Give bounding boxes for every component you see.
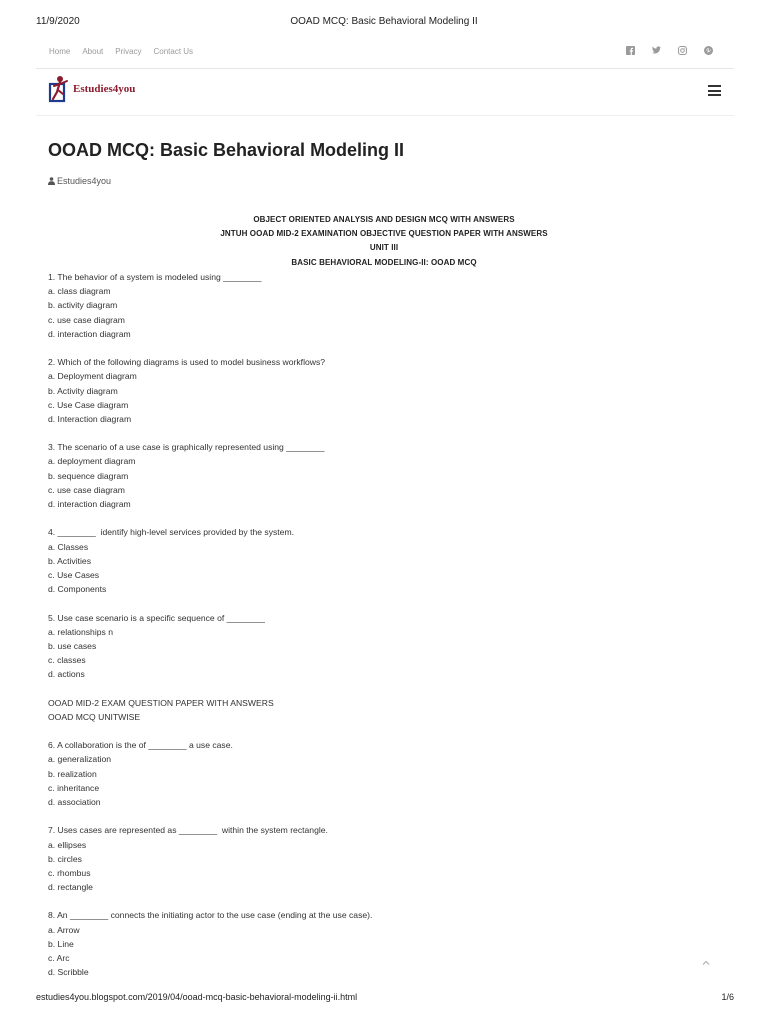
nav-home-link[interactable]: Home: [49, 47, 71, 56]
spacer: [48, 511, 728, 525]
print-date: 11/9/2020: [36, 16, 80, 27]
question-text: 5. Use case scenario is a specific sequence of ________: [48, 612, 265, 623]
article-headings: [0, 213, 768, 270]
question-text: 4. ________ identify high-level services provided by the system.: [48, 527, 295, 538]
heading-line: JNTUH OOAD MID-2 EXAMINATION OBJECTIVE QUESTION PAPER WITH ANSWERS: [220, 229, 548, 239]
logo-icon: [48, 75, 70, 103]
answer-option: a. Classes: [48, 541, 89, 552]
answer-option: c. use case diagram: [48, 484, 125, 495]
nav-privacy-link[interactable]: Privacy: [115, 47, 142, 56]
answer-option: a. ellipses: [48, 839, 87, 850]
answer-option: a. Deployment diagram: [48, 371, 137, 382]
answer-option: b. Activities: [48, 555, 91, 566]
heading-line: OBJECT ORIENTED ANALYSIS AND DESIGN MCQ WITH ANSWERS: [253, 215, 515, 224]
answer-option: d. Scribble: [48, 967, 89, 978]
answer-option: b. circles: [48, 853, 82, 864]
section-note: OOAD MCQ UNITWISE: [48, 711, 141, 722]
spacer: [48, 681, 728, 695]
answer-option: a. generalization: [48, 754, 112, 765]
heading-line: UNIT III: [369, 243, 399, 253]
divider: [36, 115, 734, 116]
answer-option: a. deployment diagram: [48, 456, 136, 467]
answer-option: b. Line: [48, 938, 74, 949]
print-header: [0, 16, 768, 30]
spacer: [48, 596, 728, 610]
question-text: 6. A collaboration is the of ________ a use case.: [48, 740, 233, 751]
answer-option: c. Use Cases: [48, 569, 100, 580]
answer-option: d. association: [48, 796, 101, 807]
heading-line: BASIC BEHAVIORAL MODELING-II: OOAD MCQ: [291, 257, 477, 267]
answer-option: b. sequence diagram: [48, 470, 129, 481]
top-bar: [36, 44, 734, 69]
pinterest-icon[interactable]: [702, 46, 714, 58]
spacer: [48, 341, 728, 355]
spacer: [48, 809, 728, 823]
print-title: OOAD MCQ: Basic Behavioral Modeling II: [290, 16, 478, 27]
answer-option: b. activity diagram: [48, 300, 118, 311]
answer-option: d. Components: [48, 584, 107, 595]
chevron-up-icon: [701, 958, 711, 968]
answer-option: c. Use Case diagram: [48, 399, 129, 410]
answer-option: a. Arrow: [48, 924, 80, 935]
answer-option: c. rhombus: [48, 867, 91, 878]
nav-about-link[interactable]: About: [82, 47, 104, 56]
answer-option: d. interaction diagram: [48, 328, 131, 339]
post-author[interactable]: [48, 176, 111, 186]
answer-option: c. Arc: [48, 953, 70, 963]
spacer: [48, 426, 728, 440]
answer-option: a. class diagram: [48, 286, 111, 297]
answer-option: c. use case diagram: [48, 314, 125, 325]
author-name: Estudies4you: [57, 176, 112, 186]
print-url: estudies4you.blogspot.com/2019/04/ooad-mcq-basic-behavioral-modeling-ii.html: [36, 992, 358, 1002]
answer-option: c. inheritance: [48, 782, 100, 793]
print-page-number: 1/6: [721, 992, 734, 1002]
nav-contact-link[interactable]: Contact Us: [153, 47, 194, 56]
hamburger-menu-icon[interactable]: [708, 85, 721, 96]
question-text: 8. An ________ connects the initiating actor to the use case (ending at the use case).: [48, 910, 373, 921]
answer-option: b. realization: [48, 768, 97, 779]
user-icon: [48, 177, 55, 185]
facebook-icon[interactable]: [624, 46, 636, 58]
social-links: [624, 46, 714, 58]
question-text: 2. Which of the following diagrams is used to model business workflows?: [48, 357, 326, 368]
article-body: [48, 270, 728, 979]
instagram-icon[interactable]: [676, 46, 688, 58]
question-text: 3. The scenario of a use case is graphically represented using ________: [48, 442, 325, 453]
answer-option: d. rectangle: [48, 882, 93, 893]
page-title: OOAD MCQ: Basic Behavioral Modeling II: [48, 140, 405, 160]
section-note: OOAD MID-2 EXAM QUESTION PAPER WITH ANSWERS: [48, 697, 274, 708]
top-nav: [49, 47, 193, 56]
site-brand[interactable]: [48, 74, 158, 104]
answer-option: a. relationships n: [48, 626, 113, 637]
answer-option: b. use cases: [48, 640, 97, 651]
answer-option: c. classes: [48, 655, 86, 666]
scroll-to-top-button[interactable]: [701, 955, 711, 965]
answer-option: d. Interaction diagram: [48, 413, 132, 424]
spacer: [48, 724, 728, 738]
answer-option: d. actions: [48, 669, 85, 680]
print-footer: [0, 992, 768, 1006]
question-text: 7. Uses cases are represented as ________ within the system rectangle.: [48, 825, 328, 836]
question-text: 1. The behavior of a system is modeled using ________: [48, 272, 262, 282]
spacer: [48, 894, 728, 908]
brand-name: Estudies4you: [73, 83, 136, 95]
answer-option: b. Activity diagram: [48, 385, 118, 396]
twitter-icon[interactable]: [650, 46, 662, 58]
answer-option: d. interaction diagram: [48, 499, 131, 509]
